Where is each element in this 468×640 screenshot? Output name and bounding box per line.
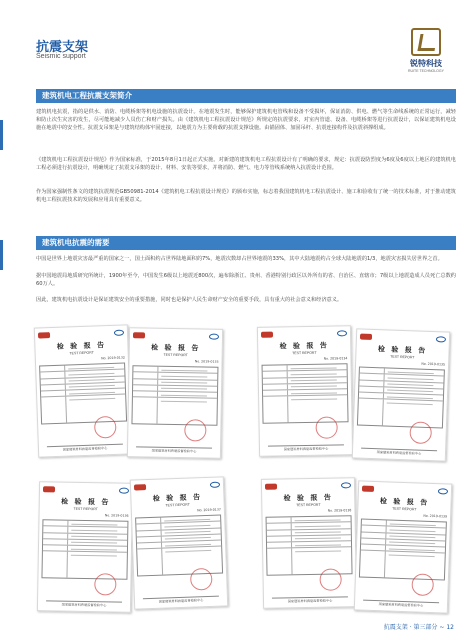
certificate-table (359, 519, 447, 581)
seal-stamp-icon (94, 573, 116, 595)
paragraph: 中国是世界上地震灾害最严重的国家之一，国土面积约占世界陆地面积的7%，地震次数却占世界地震的33%，其中大陆地震约占全球大陆地震的1/3，地震灾害损失居世界之首。 (36, 256, 443, 262)
certificate-number: No. 2019-0136 (104, 513, 129, 518)
certificate-image (34, 324, 132, 457)
cnas-logo-icon (341, 482, 351, 488)
certificate-title: 检 验 报 告 (279, 340, 329, 351)
certificate-org: 国家建筑材料质量监督检验中心 (287, 598, 333, 604)
cnas-logo-icon (119, 488, 129, 494)
certificate-table (131, 365, 218, 426)
certificate-title: 检 验 报 告 (61, 496, 111, 507)
certificate-image (127, 327, 223, 459)
certificate-title: 检 验 报 告 (151, 342, 201, 353)
certificate-subtitle: TEST REPORT (69, 350, 94, 356)
certificate-table (357, 367, 445, 429)
section-heading: 建筑机电工程抗震支架简介 (36, 89, 456, 103)
paragraph: 作为国家强制性条文的建筑抗震规范GB50981-2014《建筑机电工程抗震设计规范》的颁布实施，标志着我国建筑机电工程抗震设计、施工和验收有了统一的技术标准，对于推动建筑机电工程抗震技术的发展和应用具有重要意义。 (36, 189, 456, 203)
cnas-logo-icon (436, 336, 446, 342)
certificate-title: 检 验 报 告 (379, 496, 430, 507)
edge-tab-marker (0, 240, 3, 270)
section-heading: 建筑机电抗震的需要 (36, 236, 456, 250)
cnas-logo-icon (438, 488, 448, 494)
seal-stamp-icon (94, 416, 117, 439)
seal-stamp-icon (411, 573, 434, 596)
certificate-org: 国家建筑材料质量监督检验中心 (378, 602, 424, 608)
cma-logo-icon (261, 332, 273, 338)
seal-stamp-icon (190, 568, 213, 591)
seal-stamp-icon (409, 421, 432, 444)
certificate-subtitle: TEST REPORT (296, 502, 321, 508)
certificate-org: 国家建筑材料质量监督检验中心 (158, 598, 204, 604)
certificate-number: No. 2019-0134 (323, 356, 348, 361)
cma-logo-icon (133, 332, 145, 338)
certificate-table (266, 515, 353, 576)
page-footer: 抗震支架 · 第三部分 ~ 12 (383, 624, 454, 631)
logo-mark-icon (411, 28, 441, 56)
certificate-number: No. 2019-0135 (421, 361, 446, 367)
certificate-org: 国家建筑材料质量监督检验中心 (61, 602, 107, 608)
seal-stamp-icon (184, 419, 206, 441)
cnas-logo-icon (209, 334, 219, 340)
certificate-number: No. 2019-0133 (194, 359, 219, 364)
company-logo (396, 28, 456, 80)
certificate-image (37, 481, 133, 613)
certificate-number: No. 2019-0139 (423, 513, 448, 519)
cnas-logo-icon (210, 482, 220, 488)
seal-stamp-icon (319, 568, 341, 590)
cnas-logo-icon (114, 330, 124, 336)
certificate-subtitle: TEST REPORT (390, 354, 415, 360)
cma-logo-icon (134, 484, 146, 490)
certificate-table (39, 363, 127, 425)
cma-logo-icon (43, 486, 55, 492)
certificate-title: 检 验 报 告 (56, 340, 107, 351)
certificate-image (261, 477, 357, 609)
certificate-image (352, 328, 450, 461)
certificate-subtitle: TEST REPORT (392, 506, 417, 512)
paragraph: 建筑机电抗震，指的是供水、消防、电缆桥架等机电设施的抗震设计。在地震发生时，能够保护建筑机电管线和设备不受损坏，保证消防、供电、燃气等生命线系统的正常运行，减轻和防止次生灾害的发生，尽可能地减少人员伤亡和财产损失。由《建筑机电工程抗震设计规范》所规定的抗震要求，对室内管道、设备、电缆桥架等进行抗震设计，以保证建筑机电设施在地震中的安全性。抗震支吊架是与建筑结构体牢固连接，以地震力为主要荷载的抗震支撑设施。由锚固体、加固吊杆、抗震连接构件及抗震斜撑组成。 (36, 109, 456, 131)
certificate-subtitle: TEST REPORT (163, 352, 188, 358)
certificate-title: 检 验 报 告 (377, 344, 428, 355)
logo-name: 锐特科技 (410, 59, 442, 68)
paragraph: 《建筑机电工程抗震设计规范》作为国家标准，于2015年8月1日起正式实施。对新建的建筑机电工程抗震设计有了明确的要求，规定：抗震设防烈度为6度及6度以上地区的建筑机电工程必须进行抗震设计，明确规定了抗震支吊架的设计、材料、安装等要求，并将消防、燃气、电力等管线系统纳入抗震设计范围。 (36, 157, 456, 171)
certificate-org: 国家建筑材料质量监督检验中心 (62, 446, 108, 452)
cma-logo-icon (362, 486, 374, 492)
certificate-number: No. 2019-0132 (101, 355, 125, 361)
certificate-table (262, 363, 349, 424)
certificate-image (257, 325, 353, 457)
logo-subtitle: RUITE TECHNOLOGY (408, 69, 444, 73)
page-title: 抗震支架 (36, 40, 89, 55)
certificate-org: 国家建筑材料质量监督检验中心 (283, 446, 329, 452)
certificate-subtitle: TEST REPORT (73, 506, 98, 512)
cma-logo-icon (265, 484, 277, 490)
certificate-subtitle: TEST REPORT (165, 502, 190, 508)
page-subtitle: Seismic support (36, 53, 86, 60)
certificate-number: No. 2019-0138 (327, 508, 352, 513)
certificate-subtitle: TEST REPORT (292, 350, 317, 356)
certificate-number: No. 2019-0137 (197, 507, 221, 513)
certificate-table (41, 519, 128, 580)
paragraph: 据中国地震局地质研究所统计，1900年至今，中国发生6级以上地震近800次，遍布除浙江、贵州、香港特别行政区以外所有的省、自治区、直辖市；7级以上地震造成人员死亡总数约60万人。 (36, 273, 456, 287)
certificate-image (130, 476, 228, 609)
certificate-title: 检 验 报 告 (283, 492, 333, 503)
certificate-title: 检 验 报 告 (152, 492, 203, 503)
certificate-org: 国家建筑材料质量监督检验中心 (376, 450, 422, 456)
certificate-org: 国家建筑材料质量监督检验中心 (151, 448, 197, 454)
cnas-logo-icon (337, 330, 347, 336)
cma-logo-icon (360, 334, 372, 340)
edge-tab-marker (0, 120, 3, 150)
paragraph: 因此，建筑机电抗震设计是保证建筑安全的重要措施，同时也是保护人民生命财产安全的重要手段，具有重大的社会意义和经济意义。 (36, 297, 343, 303)
certificate-image (354, 480, 452, 613)
certificate-table (135, 515, 223, 577)
cma-logo-icon (38, 332, 50, 338)
seal-stamp-icon (315, 416, 337, 438)
